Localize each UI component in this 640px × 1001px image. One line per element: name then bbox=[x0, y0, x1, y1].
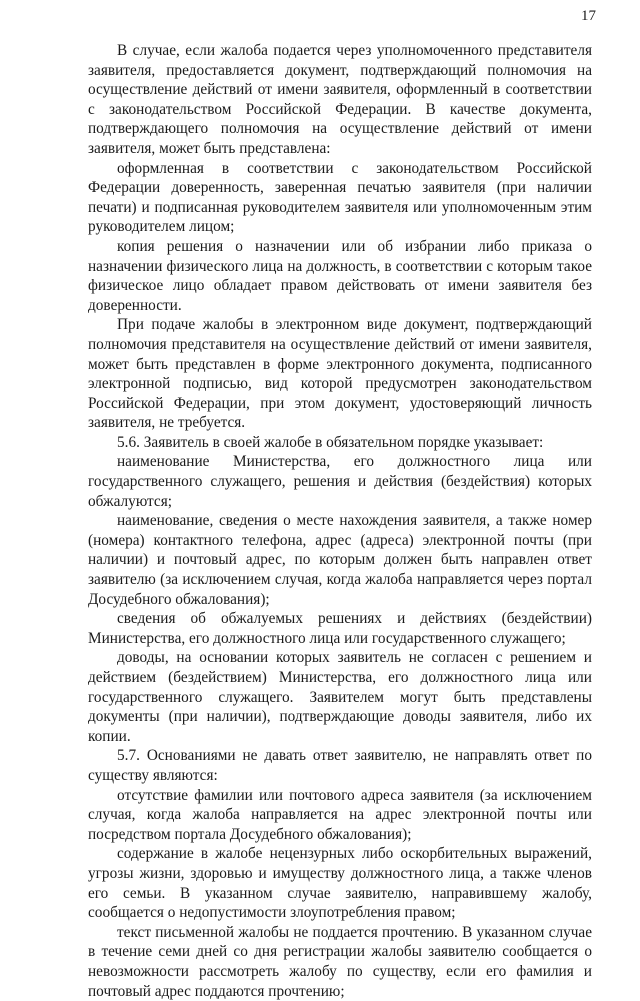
paragraph-electronic-submission: При подаче жалобы в электронном виде документ, подтверждающий полномочия представителя на осуществление действий от имени заявителя, может быть представлен в форме электронного документа, подписанного электронной подписью, вид которой предусмотрен законодательством Российской Федерации, при этом документ, удостоверяющий личность заявителя, не требуется. bbox=[88, 316, 592, 432]
paragraph-appealed-decisions: сведения об обжалуемых решениях и действиях (бездействии) Министерства, его должностного лица или государственного служащего; bbox=[88, 610, 592, 647]
paragraph-illegible-text: текст письменной жалобы не поддается прочтению. В указанном случае в течение семи дней со дня регистрации жалобы заявителю сообщается о невозможности рассмотреть жалобу по существу, если его фамилия и почтовый адрес поддаются прочтению; bbox=[88, 923, 592, 1000]
paragraph-offensive-content: содержание в жалобе нецензурных либо оскорбительных выражений, угрозы жизни, здоровью и имуществу должностного лица, а также членов его семьи. В указанном случае заявителю, направившему жалобу, сообщается о недопустимости злоупотребления правом; bbox=[88, 845, 592, 922]
paragraph-applicant-details: наименование, сведения о месте нахождения заявителя, а также номер (номера) контактного телефона, адрес (адреса) электронной почты (при наличии) и почтовый адрес, по которым должен быть направлен ответ заявителю (за исключением случая, когда жалоба направляется через портал Досудебного обжалования); bbox=[88, 512, 592, 608]
paragraph-ministry-name: наименование Министерства, его должностного лица или государственного служащего, решения и действия (бездействия) которых обжалуются; bbox=[88, 453, 592, 510]
paragraph-section-5-7: 5.7. Основаниями не давать ответ заявителю, не направлять ответ по существу являются: bbox=[88, 747, 592, 784]
paragraph-power-of-attorney: оформленная в соответствии с законодательством Российской Федерации доверенность, заверенная печатью заявителя (при наличии печати) и подписанная руководителем заявителя или уполномоченным этим руководителем лицом; bbox=[88, 159, 592, 236]
paragraph-missing-name: отсутствие фамилии или почтового адреса заявителя (за исключением случая, когда жалоба направляется на адрес электронной почты или посредством портала Досудебного обжалования); bbox=[88, 786, 592, 843]
page-number: 17 bbox=[581, 8, 596, 24]
paragraph-arguments: доводы, на основании которых заявитель не согласен с решением и действием (бездействием) Министерства, его должностного лица или государственного служащего. Заявителем могут быть представлены документы (при наличии), подтверждающие доводы заявителя, либо их копии. bbox=[88, 649, 592, 745]
document-body bbox=[88, 41, 592, 1001]
paragraph-representative-document: В случае, если жалоба подается через уполномоченного представителя заявителя, предоставляется документ, подтверждающий полномочия на осуществление действий от имени заявителя, оформленный в соответствии с законодательством Российской Федерации. В качестве документа, подтверждающего полномочия на осуществление действий от имени заявителя, может быть представлена: bbox=[88, 42, 592, 157]
paragraph-section-5-6: 5.6. Заявитель в своей жалобе в обязательном порядке указывает: bbox=[117, 433, 544, 451]
paragraph-appointment-copy: копия решения о назначении или об избрании либо приказа о назначении физического лица на должность, в соответствии с которым такое физическое лицо обладает правом действовать от имени заявителя без доверенности. bbox=[88, 237, 592, 314]
